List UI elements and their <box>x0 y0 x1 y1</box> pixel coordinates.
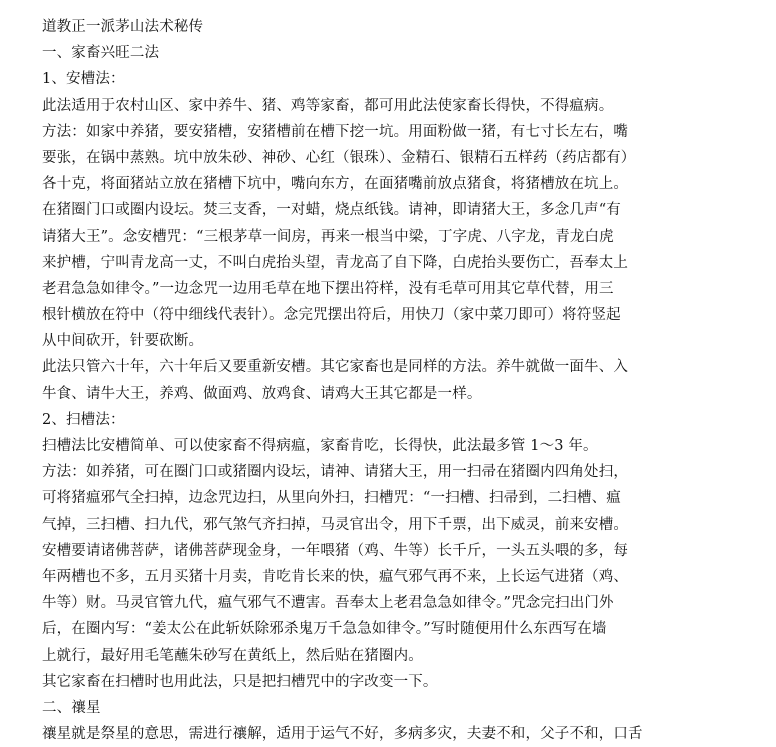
paragraph-line: 方法：如养猪，可在圈门口或猪圈内设坛，请神、请猪大王，用一扫帚在猪圈内四角处扫， <box>42 464 628 481</box>
paragraph-line: 扫槽法比安槽简单、可以使家畜不得病瘟，家畜肯吃，长得快，此法最多管 1～3 年。 <box>42 438 598 454</box>
subsection-heading: 1、安槽法： <box>42 71 125 88</box>
paragraph-line: 后，在圈内写：“姜太公在此斩妖除邪杀鬼万千急急如律令。”写时随便用什么东西写在墙 <box>42 621 607 638</box>
section-heading: 一、家畜兴旺二法 <box>42 45 160 62</box>
paragraph-line: 从中间砍开，针要砍断。 <box>42 333 204 350</box>
paragraph-line: 方法：如家中养猪，要安猪槽，安猪槽前在槽下挖一坑。用面粉做一猪，有七寸长左右，嘴 <box>42 123 628 140</box>
paragraph-line: 各十克，将面猪站立放在猪槽下坑中，嘴向东方，在面猪嘴前放点猪食，将猪槽放在坑上。 <box>42 176 628 193</box>
paragraph-line: 其它家畜在扫槽时也用此法，只是把扫槽咒中的字改变一下。 <box>42 673 438 690</box>
document-body <box>42 14 742 747</box>
paragraph-line: 此法只管六十年，六十年后又要重新安槽。其它家畜也是同样的方法。养牛就做一面牛、入 <box>42 359 628 376</box>
paragraph-line: 年两槽也不多，五月买猪十月卖，肯吃肯长来的快，瘟气邪气再不来，上长运气进猪（鸡、 <box>42 568 628 585</box>
paragraph-line: 上就行，最好用毛笔蘸朱砂写在黄纸上，然后贴在猪圈内。 <box>42 647 423 664</box>
paragraph-line: 安槽要请诸佛菩萨，诸佛菩萨现金身，一年喂猪（鸡、牛等）长千斤，一头五头喂的多，每 <box>42 542 628 559</box>
paragraph-line: 禳星就是祭星的意思，需进行禳解，适用于运气不好，多病多灾，夫妻不和，父子不和，口舌 <box>42 726 643 743</box>
paragraph-line: 可将猪瘟邪气全扫掉，边念咒边扫，从里向外扫，扫槽咒：“一扫槽、扫帚到，二扫槽、瘟 <box>42 490 621 507</box>
paragraph-line: 老君急急如律令。”一边念咒一边用毛草在地下摆出符样，没有毛草可用其它草代替，用三 <box>42 280 614 297</box>
paragraph-line: 牛等）财。马灵官管九代，瘟气邪气不遭害。吾奉太上老君急急如律令。”咒念完扫出门外 <box>42 595 614 612</box>
paragraph-line: 要张，在锅中蒸熟。坑中放朱砂、神砂、心红（银珠）、金精石、银精石五样药（药店都有） <box>42 149 636 166</box>
paragraph-line: 在猪圈门口或圈内设坛。焚三支香，一对蜡，烧点纸钱。请神，即请猪大王，多念几声“有 <box>42 202 621 219</box>
paragraph-line: 根针横放在符中（符中细线代表针）。念完咒摆出符后，用快刀（家中菜刀即可）将符竖起 <box>42 307 621 324</box>
paragraph-line: 来护槽，宁叫青龙高一丈，不叫白虎抬头望，青龙高了自下降，白虎抬头要伤亡，吾奉太上 <box>42 254 628 271</box>
document-title: 道教正一派茅山法术秘传 <box>42 19 204 35</box>
section-heading: 二、禳星 <box>42 699 101 716</box>
paragraph-line: 请猪大王”。念安槽咒：“三根茅草一间房，再来一根当中梁，丁字虎、八字龙，青龙白虎 <box>42 228 614 245</box>
subsection-heading: 2、扫槽法： <box>42 411 125 428</box>
paragraph-line: 此法适用于农村山区、家中养牛、猪、鸡等家畜，都可用此法使家畜长得快，不得瘟病。 <box>42 97 614 114</box>
paragraph-line: 气掉，三扫槽、扫九代，邪气煞气齐扫掉，马灵官出令，用下千票，出下威灵，前来安槽。 <box>42 516 628 533</box>
paragraph-line: 牛食、请牛大王，养鸡、做面鸡、放鸡食、请鸡大王其它都是一样。 <box>42 385 482 402</box>
